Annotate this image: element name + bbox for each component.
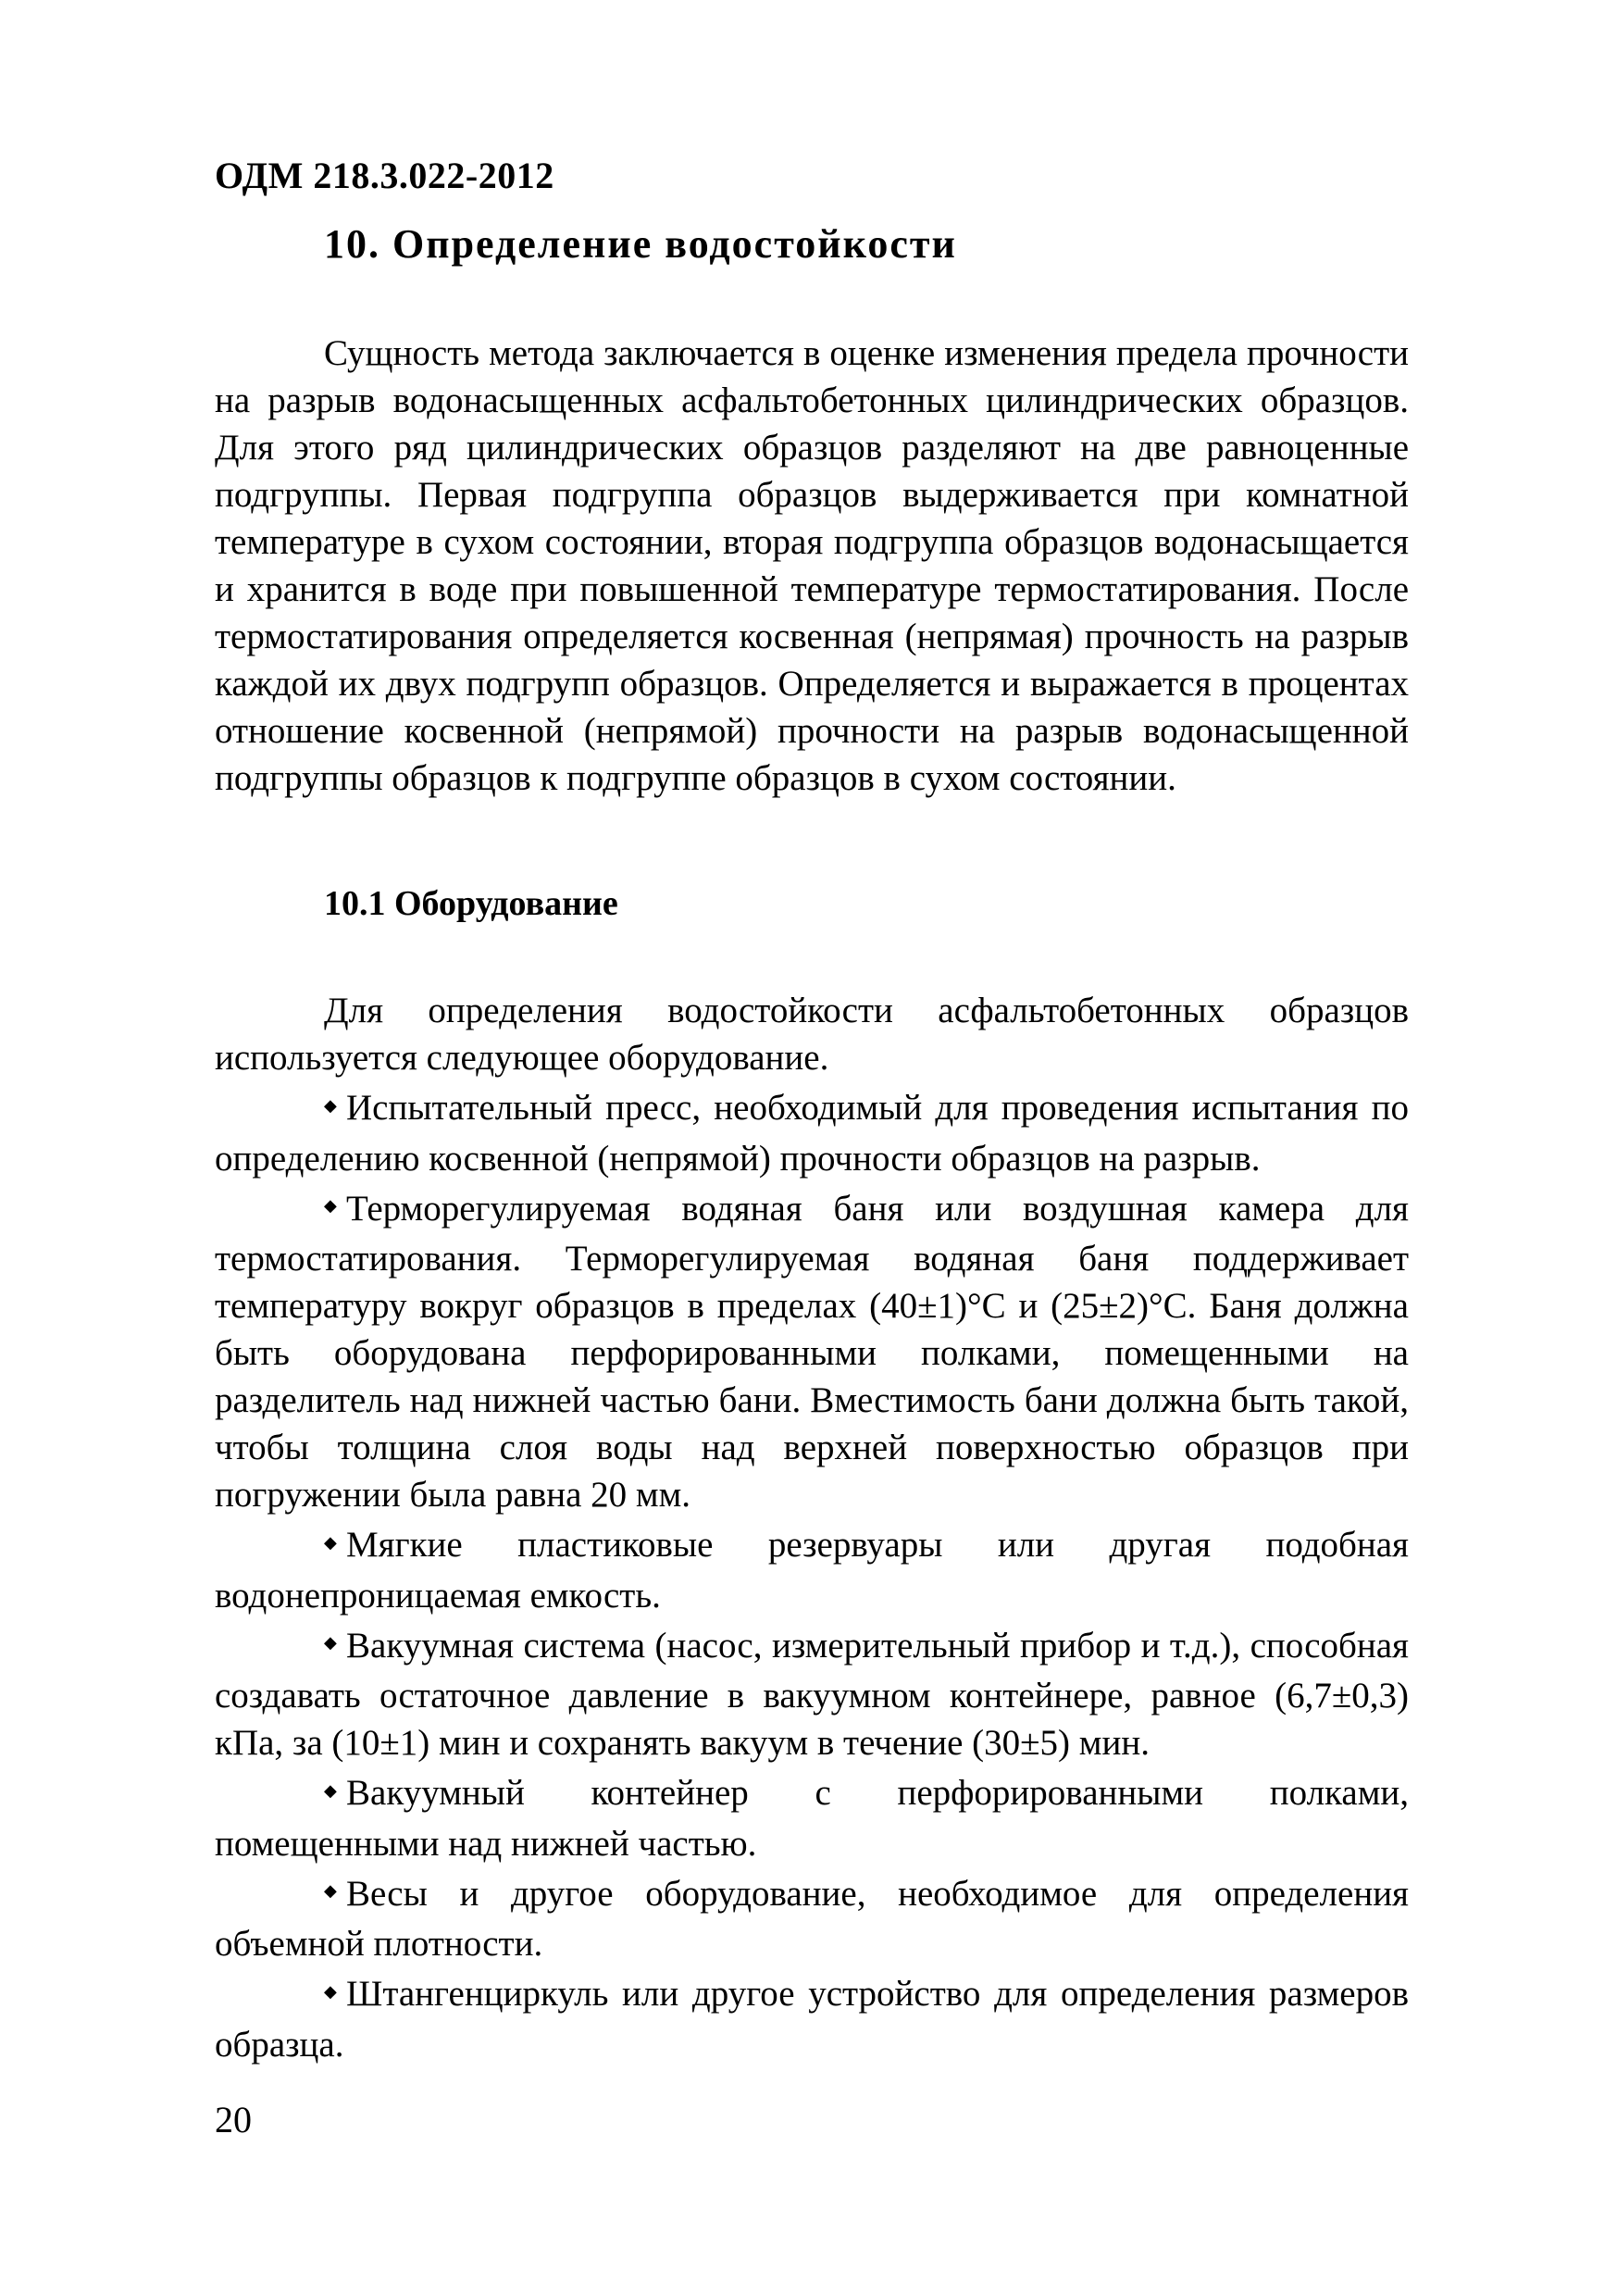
diamond-bullet-icon: ◆ [324, 1780, 337, 1800]
diamond-bullet-icon: ◆ [324, 1196, 337, 1216]
equipment-lead-paragraph: Для определения водостойкости асфальтобетонных образцов используется следующее оборудование. [215, 991, 1409, 1078]
diamond-bullet-icon: ◆ [324, 1095, 337, 1115]
equipment-item-text: Вакуумная система (насос, измерительный прибор и т.д.), способная создавать остаточное давление в вакуумном контейнере, равное (6,7±0,3) кПа, за (10±1) мин и сохранять вакуум в течение (30±5) мин. [215, 1625, 1409, 1764]
equipment-item [215, 1870, 1409, 1968]
equipment-item [215, 1622, 1409, 1767]
page-number: 20 [215, 2099, 252, 2140]
equipment-item-text: Вакуумный контейнер с перфорированными полками, помещенными над нижней частью. [215, 1773, 1409, 1864]
subsection-title: 10.1 Оборудование [324, 884, 618, 923]
equipment-item-text: Испытательный пресс, необходимый для проведения испытания по определению косвенной (непрямой) прочности образцов на разрыв. [215, 1088, 1409, 1179]
document-page [215, 139, 1409, 2268]
document-code: ОДМ 218.3.022-2012 [215, 155, 554, 196]
equipment-item [215, 1970, 1409, 2068]
diamond-bullet-icon: ◆ [324, 1881, 337, 1901]
intro-paragraph: Сущность метода заключается в оценке изменения предела прочности на разрыв водонасыщенных асфальтобетонных цилиндрических образцов. Для этого ряд цилиндрических образцов разделяют на две равноценные подгруппы. Первая подгруппа образцов выдерживается при комнатной температуре в сухом состоянии, вторая подгруппа образцов водонасыщается и хранится в воде при повышенной температуре термостатирования. После термостатирования определяется косвенная (непрямая) прочность на разрыв каждой их двух подгрупп образцов. Определяется и выражается в процентах отношение косвенной (непрямой) прочности на разрыв водонасыщенной подгруппы образцов к подгруппе образцов в сухом состоянии. [215, 333, 1409, 798]
equipment-item-text: Весы и другое оборудование, необходимое для определения объемной плотности. [215, 1873, 1409, 1965]
equipment-item-text: Штангенциркуль или другое устройство для определения размеров образца. [215, 1974, 1409, 2065]
intro-block [215, 330, 1409, 802]
equipment-item [215, 1084, 1409, 1182]
diamond-bullet-icon: ◆ [324, 1981, 337, 2001]
equipment-item [215, 1521, 1409, 1619]
diamond-bullet-icon: ◆ [324, 1532, 337, 1552]
equipment-item-text: Терморегулируемая водяная баня или воздушная камера для термостатирования. Терморегулируемая водяная баня поддерживает температуру вокруг образцов в пределах (40±1)°С и (25±2)°С. Баня должна быть оборудована перфорированными полками, помещенными на разделитель над нижней частью бани. Вместимость бани должна быть такой, чтобы толщина слоя воды над верхней поверхностью образцов при погружении была равна 20 мм. [215, 1188, 1409, 1516]
equipment-item-text: Мягкие пластиковые резервуары или другая подобная водонепроницаемая емкость. [215, 1525, 1409, 1616]
equipment-block [215, 987, 1409, 2068]
section-title: 10. Определение водостойкости [324, 221, 957, 267]
diamond-bullet-icon: ◆ [324, 1633, 337, 1653]
equipment-item [215, 1769, 1409, 1867]
equipment-item [215, 1185, 1409, 1519]
